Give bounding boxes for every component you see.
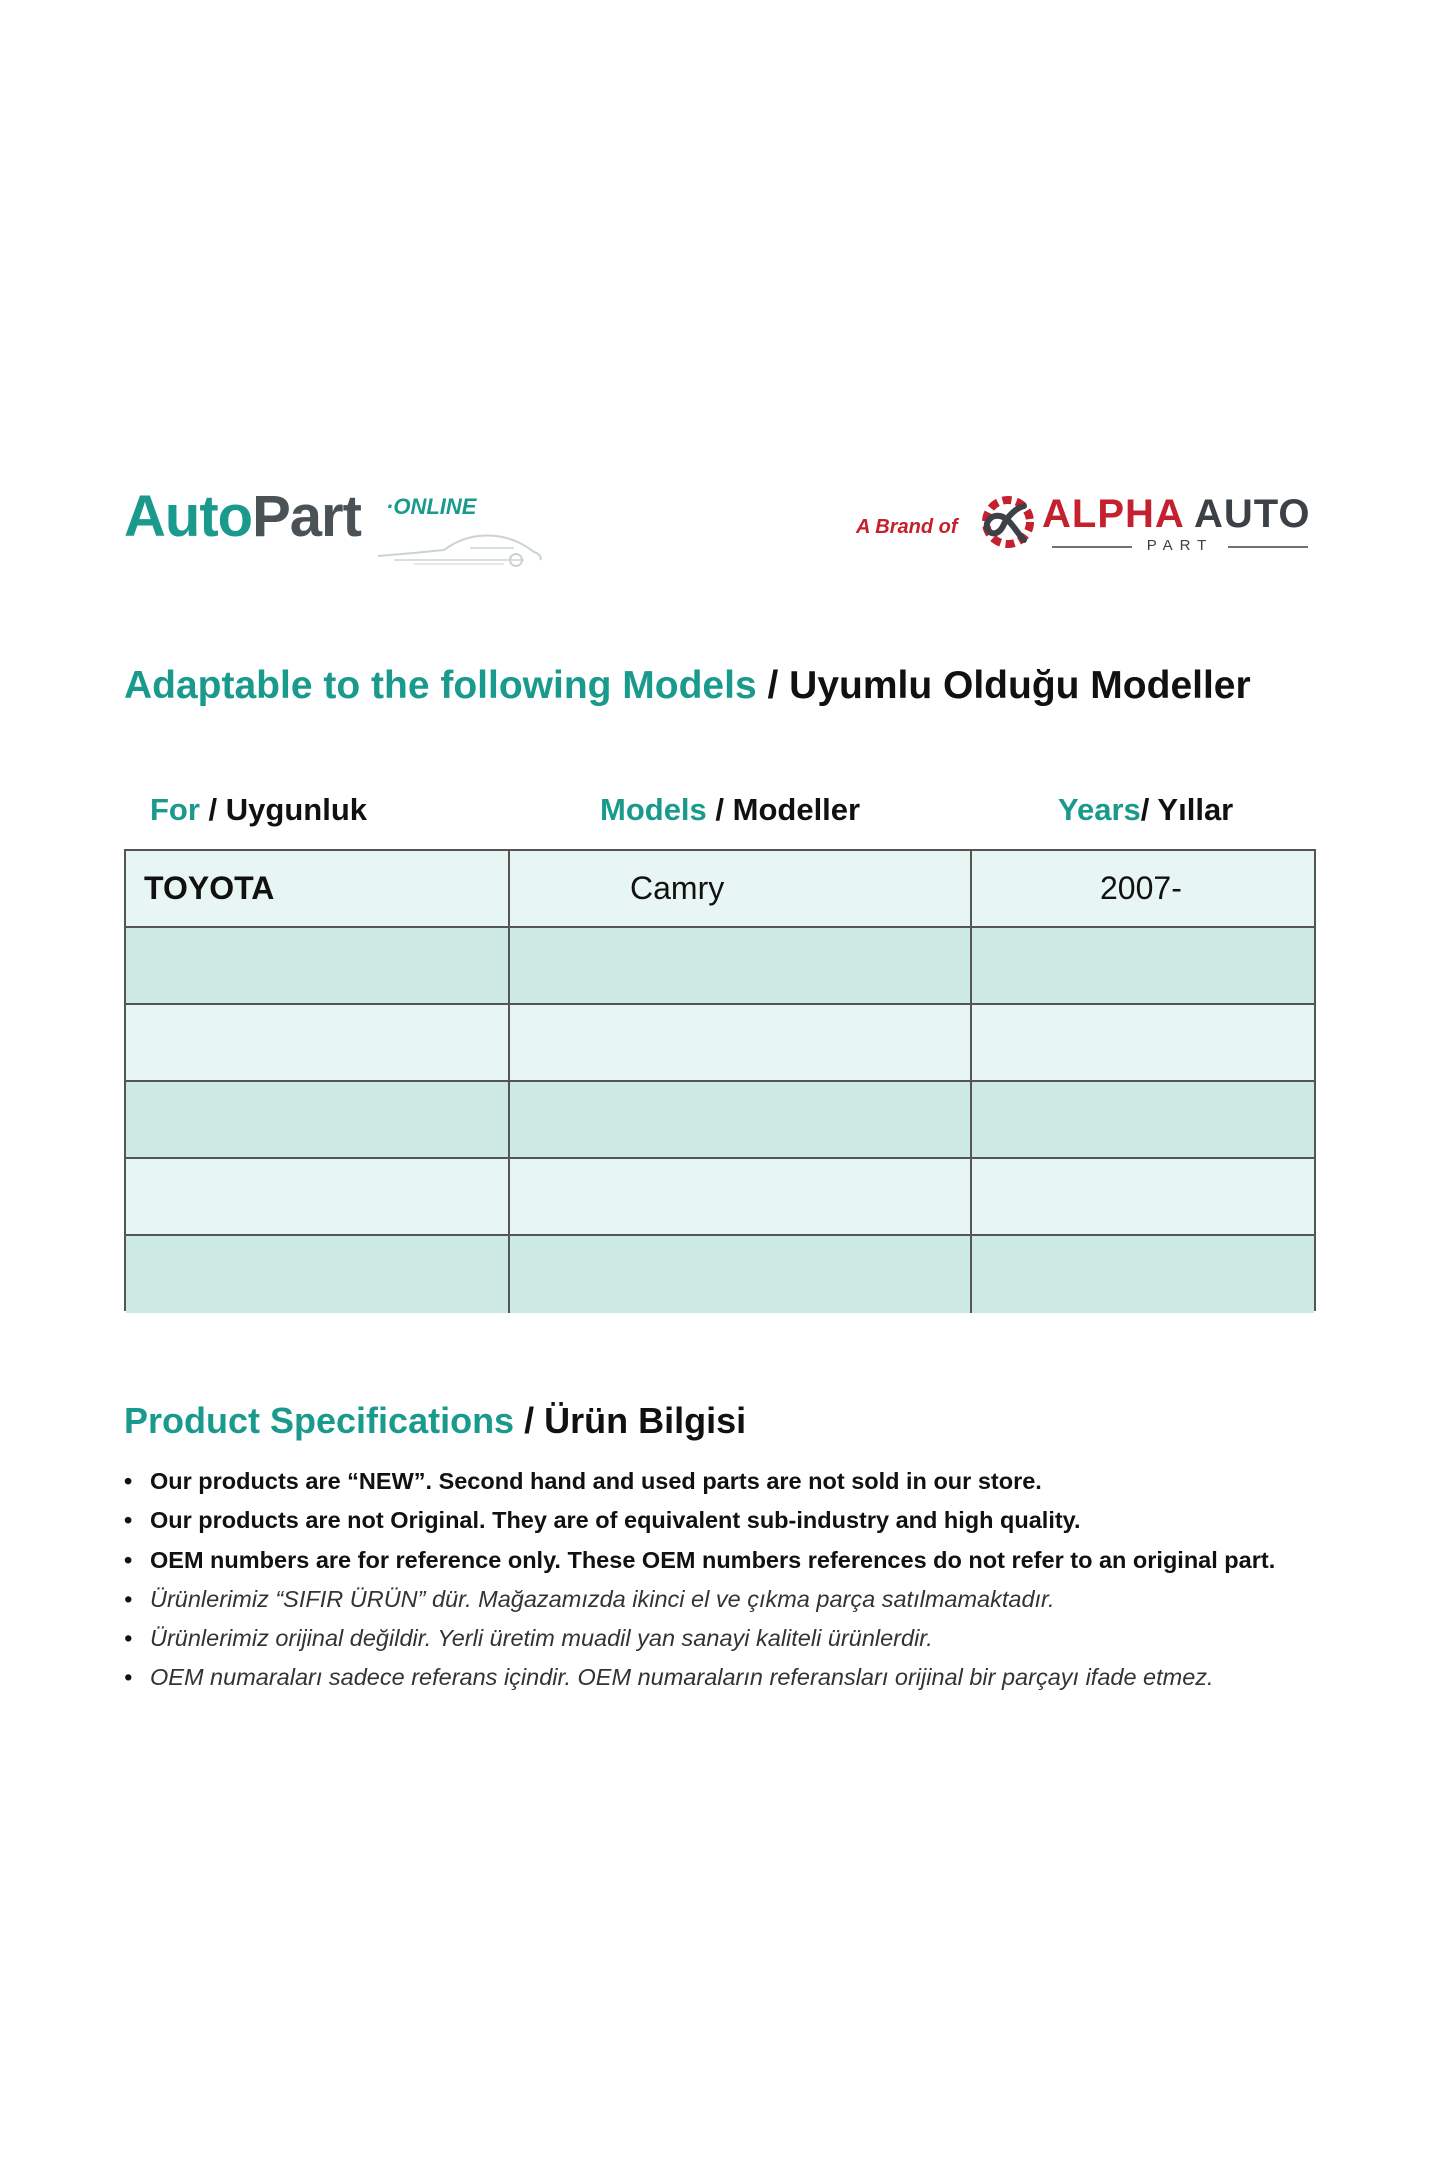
autopart-online-logo <box>124 478 544 578</box>
column-header-models-en: Models <box>600 792 707 827</box>
spec-item-tr: • Ürünlerimiz orijinal değildir. Yerli üretim muadil yan sanayi kaliteli ürünlerdir. <box>124 1619 1324 1658</box>
spec-item-en: • Our products are “NEW”. Second hand and used parts are not sold in our store. <box>124 1462 1324 1501</box>
table-row <box>126 1082 1314 1159</box>
table-cell-years <box>972 1236 1314 1313</box>
specs-list <box>124 1462 1324 1698</box>
header <box>124 478 1316 588</box>
table-row <box>126 1236 1314 1313</box>
column-header-for-tr: / Uygunluk <box>199 792 368 827</box>
specs-section-title <box>124 1400 746 1442</box>
logo-part-text: Part <box>252 484 361 549</box>
specs-title-en: Product Specifications <box>124 1400 515 1441</box>
spec-item-tr: • OEM numaraları sadece referans içindir. OEM numaraların referansları orijinal bir parçayı ifade etmez. <box>124 1658 1324 1697</box>
brand-of-text: A Brand of <box>856 516 958 538</box>
models-title-tr: / Uyumlu Olduğu Modeller <box>756 664 1251 707</box>
subline-left-rule <box>1052 546 1132 548</box>
table-cell-model <box>510 1082 972 1159</box>
car-outline-icon <box>374 526 546 568</box>
table-row <box>126 1005 1314 1082</box>
table-cell-make <box>126 1236 510 1313</box>
column-header-years-tr: / Yıllar <box>1140 792 1234 827</box>
table-cell-years <box>972 928 1314 1005</box>
alpha-auto-part-brand <box>856 488 1316 558</box>
alpha-auto-wordmark <box>1042 494 1311 534</box>
column-header-years <box>1058 792 1233 828</box>
table-cell-model <box>510 928 972 1005</box>
table-row <box>126 928 1314 1005</box>
column-header-models <box>600 792 860 828</box>
table-cell-model <box>510 1005 972 1082</box>
logo-wordmark <box>124 484 361 549</box>
table-cell-make <box>126 1082 510 1159</box>
specs-title-tr: / Ürün Bilgisi <box>514 1400 747 1441</box>
table-row <box>126 1159 1314 1236</box>
models-title-en: Adaptable to the following Models <box>124 664 757 707</box>
column-header-models-tr: / Modeller <box>706 792 861 827</box>
table-cell-make <box>126 928 510 1005</box>
table-cell-years: 2007- <box>972 851 1314 928</box>
table-cell-make <box>126 1005 510 1082</box>
logo-online-text: ·ONLINE <box>386 494 477 519</box>
compatibility-table <box>124 849 1316 1311</box>
table-cell-model: Camry <box>510 851 972 928</box>
models-section-title <box>124 664 1251 708</box>
spec-item-en: • Our products are not Original. They are of equivalent sub-industry and high quality. <box>124 1501 1324 1540</box>
table-cell-years <box>972 1005 1314 1082</box>
alpha-part-subline <box>1052 538 1308 554</box>
column-header-for <box>150 792 367 828</box>
alpha-gear-icon <box>978 488 1042 552</box>
logo-auto-text: Auto <box>124 484 253 549</box>
table-cell-model <box>510 1236 972 1313</box>
table-row <box>126 851 1314 928</box>
column-header-years-en: Years <box>1058 792 1141 827</box>
table-cell-model <box>510 1159 972 1236</box>
part-text: PART <box>1146 537 1214 554</box>
spec-item-tr: • Ürünlerimiz “SIFIR ÜRÜN” dür. Mağazamızda ikinci el ve çıkma parça satılmamaktadır. <box>124 1580 1324 1619</box>
alpha-text: ALPHA <box>1042 492 1184 536</box>
subline-right-rule <box>1228 546 1308 548</box>
table-cell-make <box>126 1159 510 1236</box>
column-header-for-en: For <box>150 792 200 827</box>
spec-item-en: • OEM numbers are for reference only. These OEM numbers references do not refer to an original part. <box>124 1541 1324 1580</box>
table-cell-years <box>972 1159 1314 1236</box>
table-cell-years <box>972 1082 1314 1159</box>
table-cell-make: TOYOTA <box>126 851 510 928</box>
auto-text: AUTO <box>1193 492 1311 536</box>
